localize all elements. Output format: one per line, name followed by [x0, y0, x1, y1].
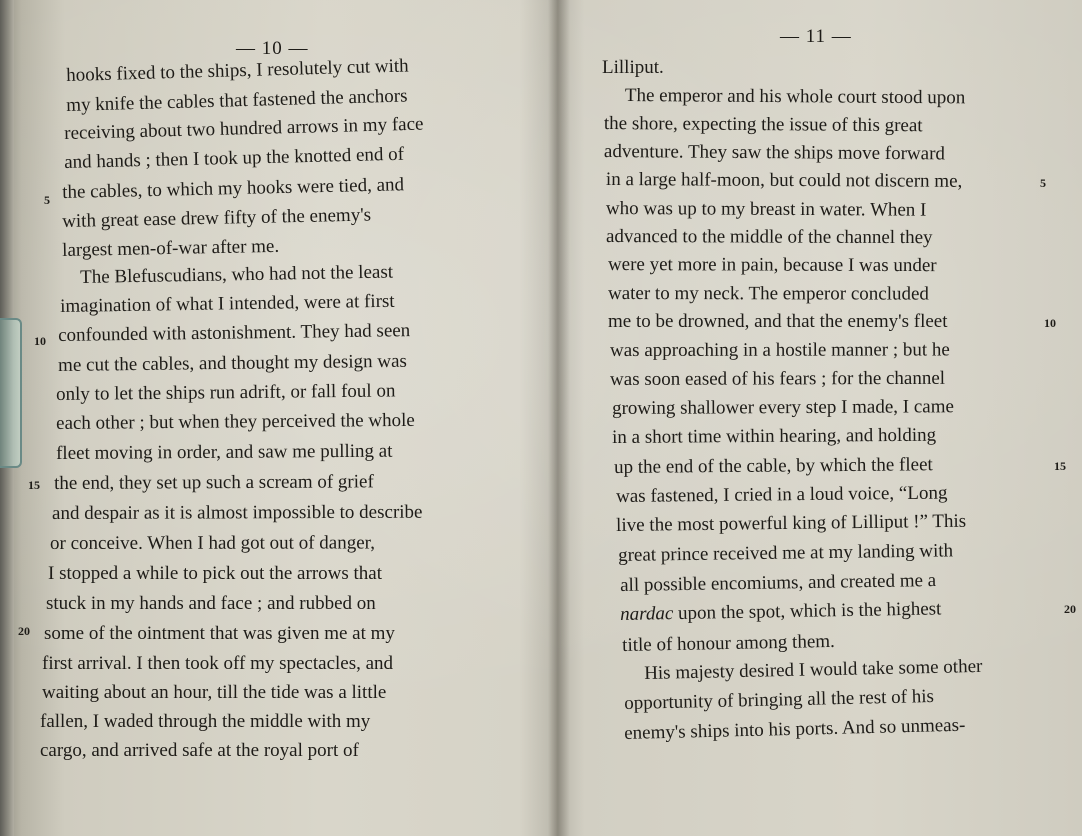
right-line-3: the shore, expecting the issue of this great	[603, 113, 923, 137]
left-line-24: cargo, and arrived safe at the royal port of	[40, 740, 359, 761]
right-line-22: His majesty desired I would take some other	[643, 655, 983, 684]
book-gutter	[548, 0, 570, 836]
right-line-20	[620, 599, 942, 624]
left-line-1: hooks fixed to the ships, I resolutely cut with	[65, 55, 409, 86]
right-line-12: was soon eased of his fears ; for the channel	[609, 367, 946, 390]
left-line-10: confounded with astonishment. They had seen	[57, 320, 411, 346]
left-page-number: — 10 —	[236, 38, 309, 59]
left-line-number-20: 20	[18, 624, 30, 638]
right-line-number-10: 10	[1044, 316, 1056, 330]
right-line-number-15: 15	[1054, 459, 1066, 473]
left-line-7: largest men-of-war after me.	[61, 235, 280, 261]
right-line-21: title of honour among them.	[621, 630, 836, 656]
left-line-12: only to let the ships run adrift, or fall foul on	[55, 380, 396, 405]
bookmark-clip	[0, 318, 22, 468]
left-line-number-10: 10	[34, 334, 46, 348]
left-line-14: fleet moving in order, and saw me pulling at	[55, 440, 393, 464]
right-line-number-5: 5	[1040, 176, 1046, 190]
right-line-20-text: upon the spot, which is the highest	[677, 598, 942, 624]
left-line-23: fallen, I waded through the middle with my	[40, 711, 371, 732]
right-line-5: in a large half-moon, but could not discern me,	[605, 169, 963, 192]
right-line-9: water to my neck. The emperor concluded	[607, 283, 929, 305]
left-line-20: some of the ointment that was given me at my	[44, 623, 395, 644]
right-line-11: was approaching in a hostile manner ; but he	[609, 339, 950, 361]
right-line-6: who was up to my breast in water. When I	[605, 198, 927, 221]
right-line-16: was fastened, I cried in a loud voice, “Long	[615, 482, 948, 507]
left-line-2: my knife the cables that fastened the anchors	[65, 85, 408, 116]
left-line-3: receiving about two hundred arrows in my face	[63, 113, 424, 144]
left-line-6: with great ease drew fifty of the enemy's	[61, 204, 372, 232]
left-line-11: me cut the cables, and thought my design was	[57, 350, 408, 376]
right-line-8: were yet more in pain, because I was under	[607, 254, 937, 277]
left-line-22: waiting about an hour, till the tide was a little	[42, 682, 387, 703]
left-line-18: I stopped a while to pick out the arrows that	[48, 563, 383, 584]
right-line-10: me to be drowned, and that the enemy's fleet	[608, 311, 948, 332]
left-line-19: stuck in my hands and face ; and rubbed on	[46, 593, 376, 614]
left-line-17: or conceive. When I had got out of danger,	[49, 532, 375, 554]
right-line-13: growing shallower every step I made, I came	[611, 396, 954, 419]
right-line-24: enemy's ships into his ports. And so unmeas-	[623, 714, 966, 744]
left-line-4: and hands ; then I took up the knotted end of	[63, 143, 405, 173]
left-line-16: and despair as it is almost impossible to describe	[51, 501, 423, 524]
right-line-23: opportunity of bringing all the rest of his	[623, 685, 935, 714]
right-line-18: great prince received me at my landing with	[617, 540, 954, 566]
right-line-1: Lilliput.	[602, 57, 664, 78]
right-line-17: live the most powerful king of Lilliput !” This	[615, 510, 967, 536]
right-line-15: up the end of the cable, by which the fleet	[613, 454, 933, 478]
left-line-8: The Blefuscudians, who had not the least	[79, 261, 394, 288]
left-line-21: first arrival. I then took off my spectacles, and	[42, 653, 394, 674]
right-line-7: advanced to the middle of the channel they	[605, 226, 933, 249]
right-line-4: adventure. They saw the ships move forward	[603, 141, 946, 165]
left-line-13: each other ; but when they perceived the whole	[55, 409, 415, 434]
left-line-15: the end, they set up such a scream of grief	[53, 471, 374, 494]
italic-word-nardac: nardac	[619, 603, 674, 625]
right-line-number-20: 20	[1064, 602, 1076, 616]
left-line-number-15: 15	[28, 478, 40, 492]
right-line-19: all possible encomiums, and created me a	[619, 570, 937, 596]
right-line-14: in a short time within hearing, and holding	[611, 424, 937, 448]
left-line-9: imagination of what I intended, were at first	[59, 290, 395, 317]
right-page-number: — 11 —	[780, 26, 852, 47]
right-line-2: The emperor and his whole court stood upon	[624, 85, 966, 109]
left-line-5: the cables, to which my hooks were tied, and	[61, 174, 405, 203]
left-line-number-5: 5	[44, 193, 50, 207]
